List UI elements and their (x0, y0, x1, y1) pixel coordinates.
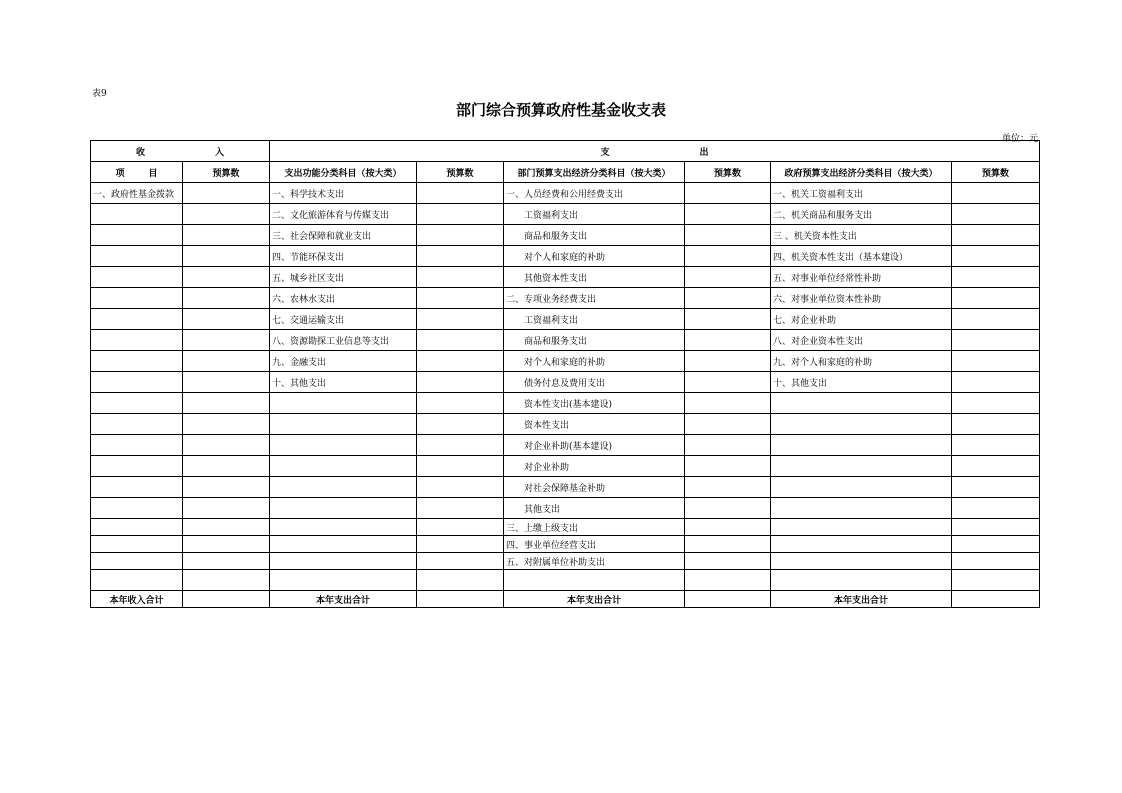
table-row (91, 183, 1040, 204)
budget-header: 预算数 (417, 162, 504, 183)
dept-item: 资本性支出(基本建设) (504, 393, 685, 414)
budget-header: 预算数 (685, 162, 771, 183)
table-row (91, 288, 1040, 309)
budget-cell (952, 553, 1040, 570)
budget-cell (952, 498, 1040, 519)
income-item (91, 414, 183, 435)
budget-cell (685, 553, 771, 570)
budget-cell (183, 498, 270, 519)
budget-cell (417, 553, 504, 570)
income-item (91, 330, 183, 351)
income-item (91, 477, 183, 498)
func-item (270, 456, 417, 477)
dept-item (504, 570, 685, 591)
budget-cell (952, 435, 1040, 456)
dept-item: 债务付息及费用支出 (504, 372, 685, 393)
table-row (91, 246, 1040, 267)
budget-cell (417, 435, 504, 456)
dept-item: 一、人员经费和公用经费支出 (504, 183, 685, 204)
dept-item: 二、专项业务经费支出 (504, 288, 685, 309)
budget-cell (952, 183, 1040, 204)
income-item (91, 372, 183, 393)
gov-item (771, 393, 952, 414)
budget-cell (685, 351, 771, 372)
budget-cell (685, 498, 771, 519)
table-row (91, 393, 1040, 414)
budget-cell (417, 183, 504, 204)
dept-item: 对个人和家庭的补助 (504, 351, 685, 372)
income-total-label: 本年收入合计 (91, 591, 183, 608)
gov-item (771, 477, 952, 498)
func-item (270, 393, 417, 414)
budget-cell (417, 246, 504, 267)
budget-cell (685, 393, 771, 414)
budget-cell (952, 267, 1040, 288)
budget-cell (952, 519, 1040, 536)
dept-econ-class-header: 部门预算支出经济分类科目（按大类） (504, 162, 685, 183)
dept-item: 资本性支出 (504, 414, 685, 435)
gov-item: 六、对事业单位资本性补助 (771, 288, 952, 309)
table-row (91, 267, 1040, 288)
gov-item: 一、机关工资福利支出 (771, 183, 952, 204)
table-row (91, 477, 1040, 498)
gov-item (771, 498, 952, 519)
budget-cell (183, 414, 270, 435)
func-class-header: 支出功能分类科目（按大类） (270, 162, 417, 183)
budget-cell (952, 309, 1040, 330)
expense-total-label: 本年支出合计 (504, 591, 685, 608)
budget-table (90, 140, 1040, 608)
income-item (91, 553, 183, 570)
dept-item: 工资福利支出 (504, 204, 685, 225)
dept-item: 对社会保障基金补助 (504, 477, 685, 498)
income-item (91, 309, 183, 330)
budget-header: 预算数 (952, 162, 1040, 183)
budget-cell (417, 456, 504, 477)
table-row (91, 435, 1040, 456)
gov-item: 五、对事业单位经常性补助 (771, 267, 952, 288)
income-item (91, 393, 183, 414)
budget-cell (952, 288, 1040, 309)
budget-cell (183, 309, 270, 330)
income-header: 收 入 (91, 141, 270, 162)
table-row (91, 372, 1040, 393)
budget-cell (685, 519, 771, 536)
budget-cell (952, 456, 1040, 477)
budget-cell (417, 591, 504, 608)
budget-cell (417, 414, 504, 435)
func-item: 二、文化旅游体育与传媒支出 (270, 204, 417, 225)
budget-cell (685, 591, 771, 608)
func-item: 三、社会保障和就业支出 (270, 225, 417, 246)
budget-cell (685, 435, 771, 456)
func-item: 一、科学技术支出 (270, 183, 417, 204)
table-row (91, 498, 1040, 519)
header-row-2 (91, 162, 1040, 183)
expense-header: 支 出 (270, 141, 1040, 162)
func-item (270, 536, 417, 553)
income-item (91, 288, 183, 309)
func-item: 六、农林水支出 (270, 288, 417, 309)
gov-item (771, 536, 952, 553)
budget-cell (952, 393, 1040, 414)
func-item: 四、节能环保支出 (270, 246, 417, 267)
budget-cell (685, 414, 771, 435)
func-item (270, 498, 417, 519)
gov-item: 八、对企业资本性支出 (771, 330, 952, 351)
budget-cell (417, 288, 504, 309)
budget-cell (417, 477, 504, 498)
dept-item: 五、对附属单位补助支出 (504, 553, 685, 570)
budget-cell (685, 309, 771, 330)
item-header: 项 目 (91, 162, 183, 183)
dept-item: 其他支出 (504, 498, 685, 519)
table-row (91, 519, 1040, 536)
budget-cell (685, 477, 771, 498)
budget-cell (685, 225, 771, 246)
func-item: 九、金融支出 (270, 351, 417, 372)
gov-item (771, 414, 952, 435)
budget-cell (183, 536, 270, 553)
budget-cell (183, 351, 270, 372)
budget-cell (952, 330, 1040, 351)
income-item (91, 519, 183, 536)
func-item: 七、交通运输支出 (270, 309, 417, 330)
gov-econ-class-header: 政府预算支出经济分类科目（按大类） (771, 162, 952, 183)
expense-total-label: 本年支出合计 (771, 591, 952, 608)
budget-cell (417, 536, 504, 553)
income-item (91, 498, 183, 519)
gov-item: 四、机关资本性支出（基本建设） (771, 246, 952, 267)
budget-cell (952, 570, 1040, 591)
total-row (91, 591, 1040, 608)
func-item (270, 477, 417, 498)
budget-cell (183, 288, 270, 309)
budget-cell (952, 372, 1040, 393)
budget-cell (417, 204, 504, 225)
gov-item: 二、机关商品和服务支出 (771, 204, 952, 225)
gov-item: 九、对个人和家庭的补助 (771, 351, 952, 372)
table-row (91, 330, 1040, 351)
page-title: 部门综合预算政府性基金收支表 (455, 101, 666, 119)
budget-cell (183, 204, 270, 225)
budget-cell (183, 372, 270, 393)
budget-cell (952, 477, 1040, 498)
budget-cell (952, 351, 1040, 372)
income-item (91, 225, 183, 246)
budget-cell (952, 591, 1040, 608)
income-item (91, 267, 183, 288)
gov-item: 七、对企业补助 (771, 309, 952, 330)
dept-item: 对个人和家庭的补助 (504, 246, 685, 267)
income-item: 一、政府性基金拨款 (91, 183, 183, 204)
func-item (270, 570, 417, 591)
budget-cell (685, 536, 771, 553)
budget-cell (183, 267, 270, 288)
budget-cell (183, 225, 270, 246)
table-number: 表9 (92, 89, 107, 99)
table-row (91, 204, 1040, 225)
gov-item (771, 553, 952, 570)
dept-item: 对企业补助 (504, 456, 685, 477)
header-row-1 (91, 141, 1040, 162)
budget-cell (685, 570, 771, 591)
table-row (91, 456, 1040, 477)
budget-cell (685, 267, 771, 288)
func-item: 五、城乡社区支出 (270, 267, 417, 288)
gov-item (771, 456, 952, 477)
table-row (91, 351, 1040, 372)
budget-cell (183, 183, 270, 204)
table-row (91, 309, 1040, 330)
income-item (91, 570, 183, 591)
dept-item: 商品和服务支出 (504, 225, 685, 246)
budget-cell (417, 372, 504, 393)
table-row (91, 553, 1040, 570)
func-item (270, 435, 417, 456)
budget-cell (183, 553, 270, 570)
budget-cell (183, 477, 270, 498)
dept-item: 工资福利支出 (504, 309, 685, 330)
budget-cell (952, 414, 1040, 435)
budget-cell (417, 351, 504, 372)
budget-cell (183, 591, 270, 608)
budget-cell (417, 498, 504, 519)
budget-cell (685, 288, 771, 309)
expense-total-label: 本年支出合计 (270, 591, 417, 608)
table-row (91, 536, 1040, 553)
gov-item (771, 519, 952, 536)
budget-cell (417, 519, 504, 536)
budget-header: 预算数 (183, 162, 270, 183)
income-item (91, 246, 183, 267)
budget-cell (183, 435, 270, 456)
unit-label: 单位：元 (1001, 134, 1038, 144)
dept-item: 对企业补助(基本建设) (504, 435, 685, 456)
gov-item (771, 570, 952, 591)
dept-item: 其他资本性支出 (504, 267, 685, 288)
income-item (91, 435, 183, 456)
budget-cell (952, 204, 1040, 225)
dept-item: 商品和服务支出 (504, 330, 685, 351)
gov-item: 十、其他支出 (771, 372, 952, 393)
income-item (91, 204, 183, 225)
budget-cell (685, 246, 771, 267)
table-row (91, 414, 1040, 435)
budget-cell (183, 330, 270, 351)
func-item: 八、资源勘探工业信息等支出 (270, 330, 417, 351)
func-item (270, 414, 417, 435)
budget-cell (417, 330, 504, 351)
budget-cell (417, 267, 504, 288)
table-row (91, 570, 1040, 591)
func-item (270, 553, 417, 570)
budget-cell (417, 570, 504, 591)
gov-item: 三 、机关资本性支出 (771, 225, 952, 246)
budget-cell (685, 204, 771, 225)
budget-cell (685, 456, 771, 477)
budget-cell (417, 225, 504, 246)
table-row (91, 225, 1040, 246)
budget-cell (952, 225, 1040, 246)
budget-cell (183, 246, 270, 267)
budget-cell (685, 372, 771, 393)
budget-cell (952, 536, 1040, 553)
func-item: 十、其他支出 (270, 372, 417, 393)
dept-item: 四、事业单位经营支出 (504, 536, 685, 553)
func-item (270, 519, 417, 536)
budget-cell (417, 309, 504, 330)
income-item (91, 456, 183, 477)
budget-cell (417, 393, 504, 414)
income-item (91, 351, 183, 372)
income-item (91, 536, 183, 553)
budget-cell (183, 393, 270, 414)
budget-cell (183, 570, 270, 591)
budget-cell (685, 183, 771, 204)
budget-cell (183, 456, 270, 477)
budget-cell (685, 330, 771, 351)
gov-item (771, 435, 952, 456)
dept-item: 三、上缴上级支出 (504, 519, 685, 536)
budget-cell (183, 519, 270, 536)
budget-cell (952, 246, 1040, 267)
